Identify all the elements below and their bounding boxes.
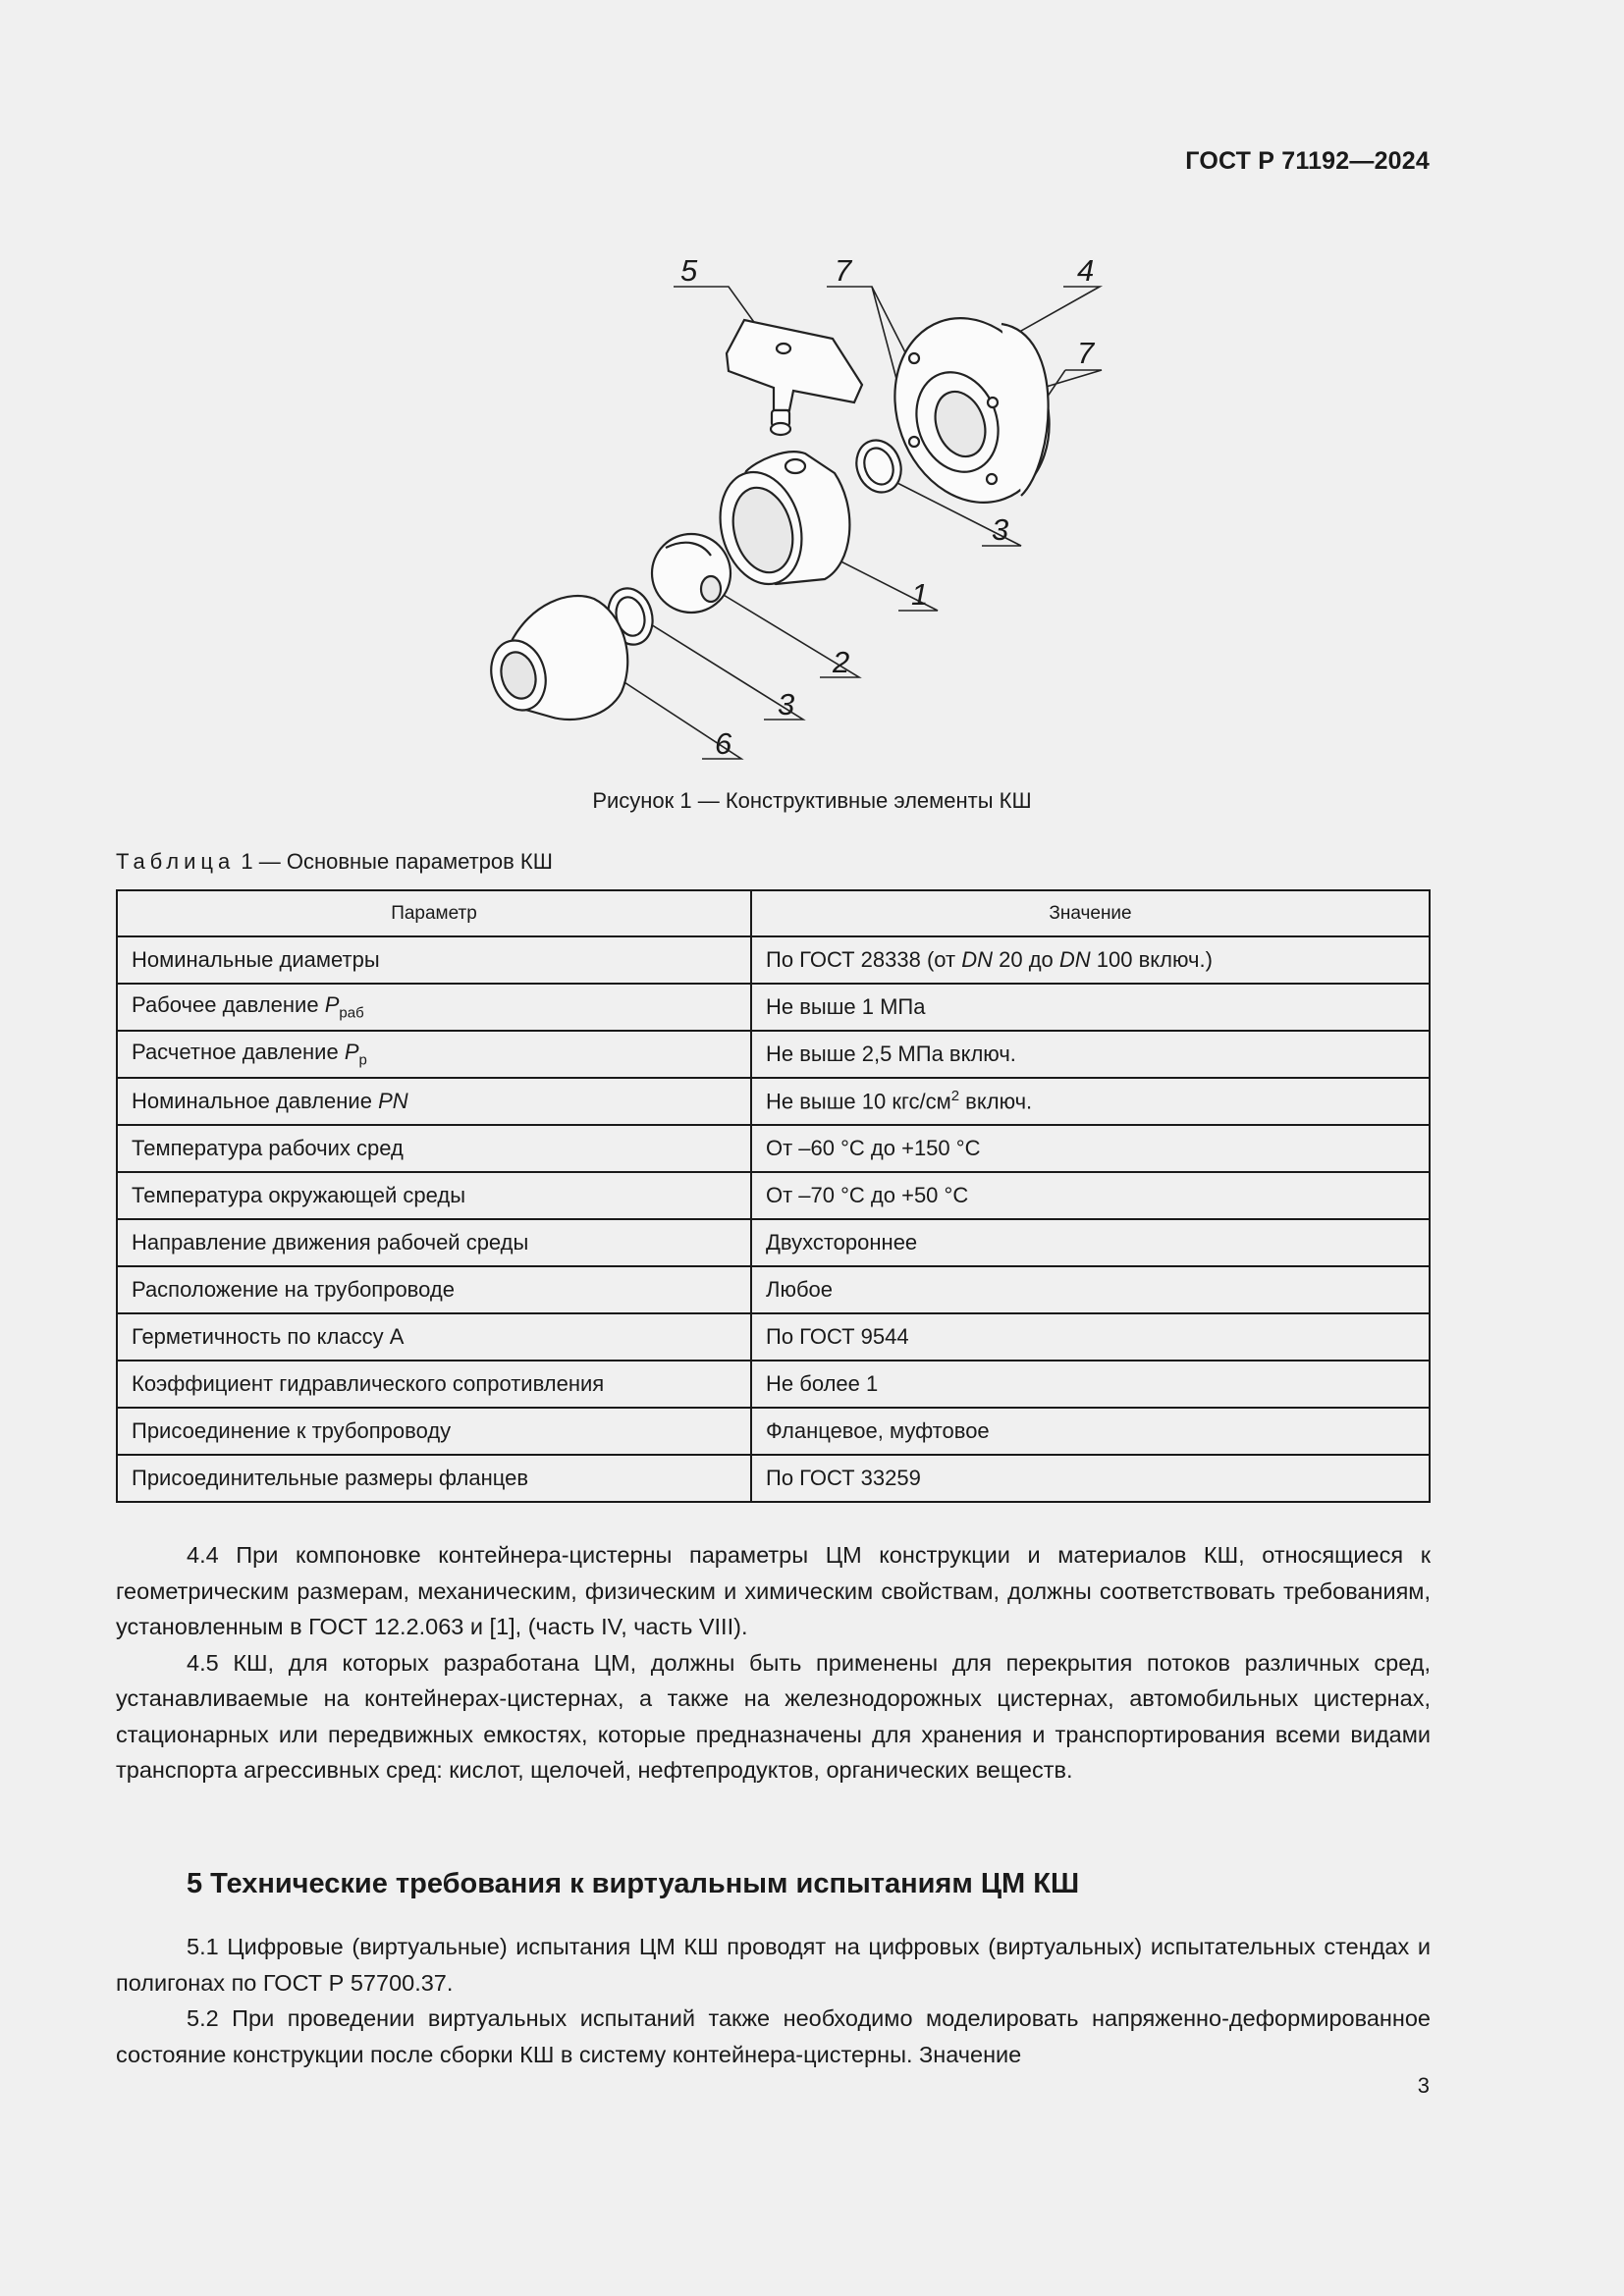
callout-5: 5	[680, 253, 698, 288]
table-row	[117, 1266, 1430, 1313]
value-cell: Не более 1	[751, 1361, 1430, 1408]
param-subscript: р	[358, 1051, 367, 1069]
value-cell: Не выше 1 МПа	[751, 984, 1430, 1031]
table-row	[117, 1408, 1430, 1455]
param-cell: Герметичность по классу А	[117, 1313, 751, 1361]
parameters-table	[116, 889, 1431, 1503]
value-cell: Любое	[751, 1266, 1430, 1313]
table-row	[117, 1172, 1430, 1219]
figure-art	[0, 0, 1624, 785]
table-row	[117, 1219, 1430, 1266]
param-cell: Номинальные диаметры	[117, 936, 751, 984]
param-cell	[117, 984, 751, 1031]
table-row	[117, 1313, 1430, 1361]
param-cell: Коэффициент гидравлического сопротивления	[117, 1361, 751, 1408]
table-row	[117, 1455, 1430, 1502]
param-text: Рабочее давление	[132, 992, 325, 1018]
table-title	[116, 849, 553, 875]
param-cell	[117, 1078, 751, 1125]
section-5-paragraphs	[116, 1929, 1431, 2072]
value-cell: Фланцевое, муфтовое	[751, 1408, 1430, 1455]
param-cell: Температура рабочих сред	[117, 1125, 751, 1172]
param-subscript: раб	[339, 1004, 364, 1022]
header-parameter: Параметр	[117, 890, 751, 936]
value-superscript: 2	[950, 1088, 960, 1105]
table-title-word: Таблица	[116, 849, 236, 874]
value-cell: Не выше 2,5 МПа включ.	[751, 1031, 1430, 1078]
param-cell: Расположение на трубопроводе	[117, 1266, 751, 1313]
value-cell: От –70 °C до +50 °C	[751, 1172, 1430, 1219]
value-text: Не выше 10 кгс/см	[766, 1089, 951, 1114]
section-4-paragraphs	[116, 1537, 1431, 1789]
document-code: ГОСТ Р 71192—2024	[1185, 147, 1430, 175]
callout-7-top: 7	[835, 253, 852, 288]
value-cell: Двухстороннее	[751, 1219, 1430, 1266]
value-cell: От –60 °C до +150 °C	[751, 1125, 1430, 1172]
param-cell: Присоединительные размеры фланцев	[117, 1455, 751, 1502]
param-text: Расчетное давление	[132, 1040, 345, 1065]
param-symbol: PN	[378, 1089, 408, 1113]
table-row	[117, 1078, 1430, 1125]
table-row	[117, 1125, 1430, 1172]
page-number: 3	[1417, 2073, 1430, 2098]
param-cell: Присоединение к трубопроводу	[117, 1408, 751, 1455]
value-italic: DN	[1058, 947, 1091, 972]
value-text: 20 до	[993, 947, 1059, 972]
callout-3-top: 3	[992, 512, 1009, 547]
value-italic: DN	[961, 947, 993, 972]
value-cell: По ГОСТ 33259	[751, 1455, 1430, 1502]
value-text: 100 включ.)	[1090, 947, 1213, 972]
callout-7-right: 7	[1077, 336, 1095, 370]
param-text: Номинальное давление	[132, 1089, 379, 1113]
callout-1: 1	[911, 577, 929, 612]
paragraph-4-5: 4.5 КШ, для которых разработана ЦМ, должны быть применены для перекрытия потоков различных сред, устанавливаемые на контейнерах-цистернах, а также на железнодорожных цистернах, автомобильных цистернах, стационарных или передвижных емкостях, которые предназначены для хранения и транспортирования всеми видами транспорта агрессивных сред: кислот, щелочей, нефтепродуктов, органических веществ.	[116, 1649, 1431, 1783]
callout-4: 4	[1077, 253, 1095, 288]
table-row	[117, 1361, 1430, 1408]
value-text: включ.	[959, 1089, 1033, 1114]
paragraph-4-4: 4.4 При компоновке контейнера-цистерны параметры ЦМ конструкции и материалов КШ, относящиеся к геометрическим размерам, механическим, физическим и химическим свойствам, должны соответствовать требованиям, установленным в ГОСТ 12.2.063 и [1], (часть IV, часть VIII).	[116, 1542, 1431, 1639]
param-symbol: P	[344, 1040, 359, 1065]
table-header-row	[117, 890, 1430, 936]
param-cell: Направление движения рабочей среды	[117, 1219, 751, 1266]
section-5-heading: 5 Технические требования к виртуальным испытаниям ЦМ КШ	[187, 1868, 1080, 1899]
table-row	[117, 984, 1430, 1031]
param-cell: Температура окружающей среды	[117, 1172, 751, 1219]
param-symbol: P	[324, 992, 340, 1018]
header-value: Значение	[751, 890, 1430, 936]
param-cell	[117, 1031, 751, 1078]
value-cell: По ГОСТ 9544	[751, 1313, 1430, 1361]
paragraph-5-2: 5.2 При проведении виртуальных испытаний также необходимо моделировать напряженно-деформированное состояние конструкции после сборки КШ в систему контейнера-цистерны. Значение	[116, 2005, 1431, 2067]
table-title-text: 1 — Основные параметров КШ	[235, 849, 553, 874]
table-row	[117, 1031, 1430, 1078]
table-row	[117, 936, 1430, 984]
callout-3-bottom: 3	[778, 687, 795, 721]
callout-6: 6	[715, 726, 732, 761]
value-text: По ГОСТ 28338 (от	[766, 947, 962, 972]
value-cell	[751, 936, 1430, 984]
figure-caption: Рисунок 1 — Конструктивные элементы КШ	[592, 788, 1032, 813]
value-cell	[751, 1078, 1430, 1125]
paragraph-5-1: 5.1 Цифровые (виртуальные) испытания ЦМ КШ проводят на цифровых (виртуальных) испытательных стендах и полигонах по ГОСТ Р 57700.37.	[116, 1934, 1431, 1996]
callout-2: 2	[833, 645, 850, 679]
